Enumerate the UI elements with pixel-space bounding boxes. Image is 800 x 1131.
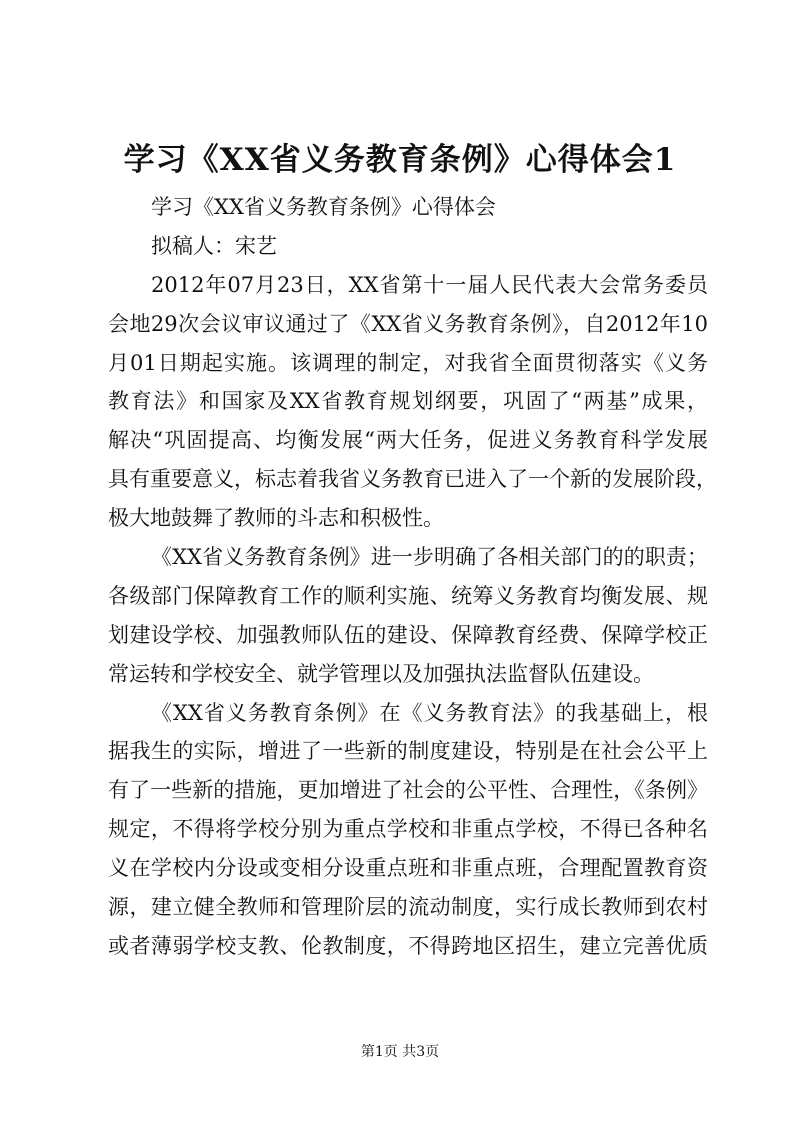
paragraph-line: 极大地鼓舞了教师的斗志和积极性。 [108,506,444,531]
document-body [108,188,717,966]
paragraph-line: 会地29次会议审议通过了《XX省义务教育条例》，自2012年10 [108,311,708,336]
paragraph-1 [108,266,717,538]
paragraph-line: 《XX省义务教育条例》在《义务教育法》的我基础上，根 [151,700,708,725]
paragraph-line: 据我生的实际，增进了一些新的制度建设，特别是在社会公平上 [108,739,708,764]
document-title: 学习《XX省义务教育条例》心得体会1 [123,142,677,178]
paragraph-line: 常运转和学校安全、就学管理以及加强执法监督队伍建设。 [108,661,654,686]
paragraph-line: 源，建立健全教师和管理阶层的流动制度，实行成长教师到农村 [108,895,708,920]
document-subtitle: 学习《XX省义务教育条例》心得体会 [151,195,496,219]
paragraph-3 [108,694,708,966]
paragraph-line: 或者薄弱学校支教、伦教制度，不得跨地区招生，建立完善优质 [108,933,708,958]
paragraph-line: 2012年07月23日，XX省第十一届人民代表大会常务委员 [151,272,708,297]
paragraph-line: 有了一些新的措施，更加增进了社会的公平性、合理性，《条例》 [108,778,708,803]
paragraph-line: 义在学校内分设或变相分设重点班和非重点班，合理配置教育资 [108,856,708,881]
author-line: 拟稿人：宋艺 [151,233,277,258]
paragraph-2 [108,538,708,694]
page-indicator: 第1页 共3页 [360,1044,440,1060]
paragraph-line: 划建设学校、加强教师队伍的建设、保障教育经费、保障学校正 [108,622,708,647]
paragraph-line: 月01日期起实施。该调理的制定，对我省全面贯彻落实《义务 [108,350,708,375]
paragraph-line: 解决“巩固提高、均衡发展“两大任务，促进义务教育科学发展 [108,428,708,453]
paragraph-line: 具有重要意义，标志着我省义务教育已进入了一个新的发展阶段， [108,467,717,492]
paragraph-line: 《XX省义务教育条例》进一步明确了各相关部门的的职责； [151,545,708,570]
paragraph-line: 各级部门保障教育工作的顺利实施、统筹义务教育均衡发展、规 [108,583,708,608]
paragraph-line: 教育法》和国家及XX省教育规划纲要，巩固了“两基”成果， [108,389,708,414]
paragraph-line: 规定，不得将学校分别为重点学校和非重点学校，不得已各种名 [108,817,708,842]
